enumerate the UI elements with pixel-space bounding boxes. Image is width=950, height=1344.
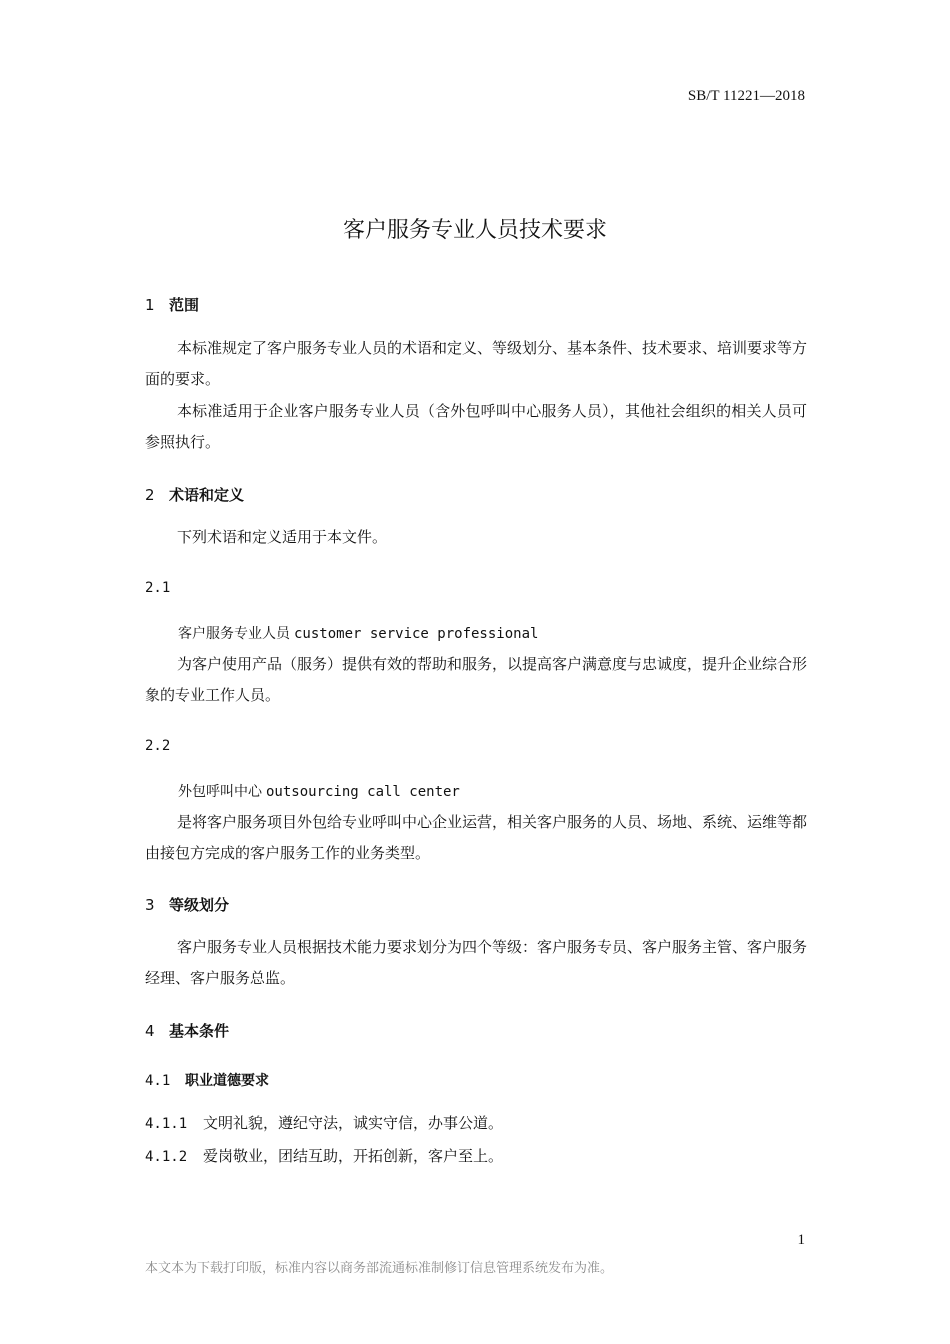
- section-number: 1: [145, 296, 155, 314]
- term-chinese: 外包呼叫中心: [178, 784, 262, 800]
- standard-code: SB/T 11221—2018: [687, 88, 805, 104]
- item-number: 4.1.1: [145, 1116, 188, 1132]
- page-number: 1: [797, 1232, 805, 1248]
- subsection-number: 4.1: [145, 1073, 171, 1089]
- section-2-heading: [145, 484, 244, 505]
- item-text: 爱岗敬业，团结互助，开拓创新，客户至上。: [203, 1147, 504, 1165]
- section-1-paragraph-1: 本标准规定了客户服务专业人员的术语和定义、等级划分、基本条件、技术要求、培训要求等方面的要求。: [145, 339, 808, 388]
- term-2-1-number: 2.1: [145, 580, 171, 596]
- section-3-heading: [145, 894, 229, 915]
- term-chinese: 客户服务专业人员: [178, 626, 290, 642]
- document-title: 客户服务专业人员技术要求: [342, 218, 607, 243]
- term-english: customer service professional: [294, 626, 539, 642]
- section-4-heading: [145, 1020, 229, 1041]
- term-2-1-definition: 为客户使用产品（服务）提供有效的帮助和服务，以提高客户满意度与忠诚度，提升企业综合形象的专业工作人员。: [145, 655, 808, 704]
- item-4-1-1: [145, 1112, 503, 1133]
- section-2-paragraph: 下列术语和定义适用于本文件。: [177, 528, 388, 546]
- section-number: 3: [145, 896, 155, 914]
- section-number: 4: [145, 1022, 155, 1040]
- item-4-1-2: [145, 1145, 503, 1166]
- section-title: 等级划分: [169, 896, 230, 914]
- term-english: outsourcing call center: [266, 784, 460, 800]
- section-title: 范围: [169, 296, 200, 314]
- term-2-2-definition: 是将客户服务项目外包给专业呼叫中心企业运营，相关客户服务的人员、场地、系统、运维等都由接包方完成的客户服务工作的业务类型。: [145, 813, 808, 862]
- item-text: 文明礼貌，遵纪守法，诚实守信，办事公道。: [203, 1114, 504, 1132]
- section-3-paragraph: 客户服务专业人员根据技术能力要求划分为四个等级：客户服务专员、客户服务主管、客户服务经理、客户服务总监。: [145, 938, 808, 987]
- section-number: 2: [145, 486, 155, 504]
- section-1-paragraph-2: 本标准适用于企业客户服务专业人员（含外包呼叫中心服务人员），其他社会组织的相关人员可参照执行。: [145, 402, 807, 451]
- subsection-title: 职业道德要求: [185, 1073, 269, 1089]
- footer-notice: 本文本为下载打印版，标准内容以商务部流通标准制修订信息管理系统发布为准。: [145, 1261, 614, 1276]
- subsection-4-1-heading: [145, 1070, 269, 1090]
- term-2-2: [178, 781, 460, 801]
- term-2-2-number: 2.2: [145, 738, 171, 754]
- item-number: 4.1.2: [145, 1149, 188, 1165]
- section-title: 术语和定义: [169, 486, 245, 504]
- section-1-heading: [145, 294, 199, 315]
- section-title: 基本条件: [169, 1022, 230, 1040]
- term-2-1: [178, 623, 538, 643]
